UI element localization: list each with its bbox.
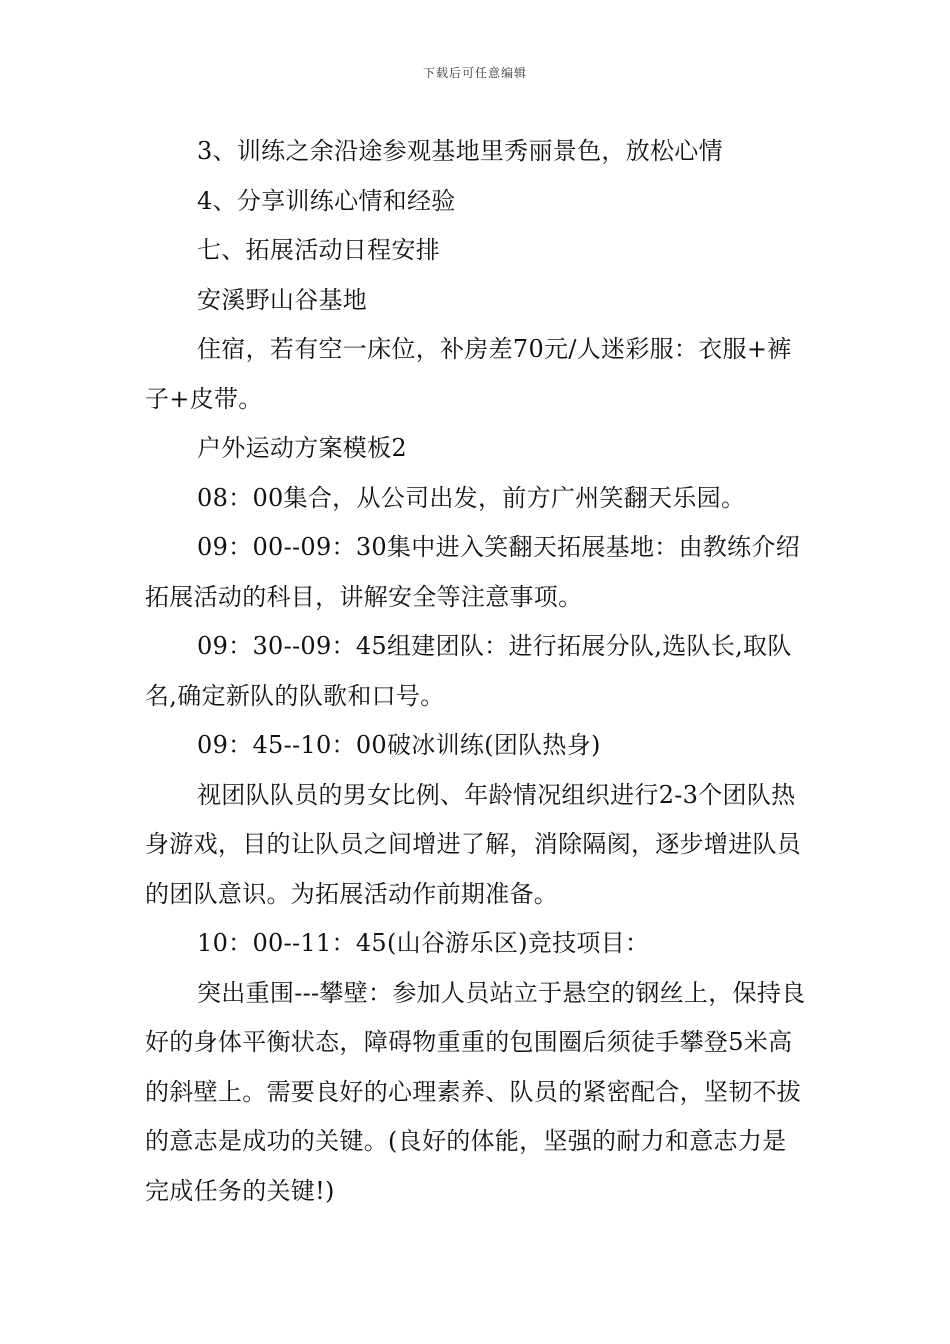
paragraph: 视团队队员的男女比例、年龄情况组织进行2-3个团队热身游戏，目的让队员之间增进了解，消除隔阂，逐步增进队员的团队意识。为拓展活动作前期准备。 xyxy=(145,780,802,908)
schedule-item: 09：30--09：45组建团队：进行拓展分队,选队长,取队名,确定新队的队歌和口号。 xyxy=(145,632,792,710)
paragraph: 3、训练之余沿途参观基地里秀丽景色，放松心情 xyxy=(197,137,723,165)
page-header: 下载后可任意编辑 xyxy=(422,66,527,80)
schedule-item: 08：00集合，从公司出发，前方广州笑翻天乐园。 xyxy=(197,483,746,512)
schedule-item: 09：45--10：00破冰训练(团队热身) xyxy=(197,731,601,759)
section-heading: 七、拓展活动日程安排 xyxy=(197,236,440,264)
section-heading: 户外运动方案模板2 xyxy=(197,434,407,462)
paragraph: 突出重围---攀壁：参加人员站立于悬空的钢丝上，保持良好的身体平衡状态，障碍物重重的包围圈后须徒手攀登5米高的斜壁上。需要良好的心理素养、队员的紧密配合，坚韧不拔的意志是成功的关键。(良好的体能，坚强的耐力和意志力是完成任务的关键!) xyxy=(145,978,806,1205)
paragraph: 住宿，若有空一床位，补房差70元/人迷彩服：衣服+裤子+皮带。 xyxy=(145,335,792,413)
paragraph: 安溪野山谷基地 xyxy=(197,285,368,314)
paragraph: 4、分享训练心情和经验 xyxy=(197,186,456,215)
schedule-item: 10：00--11：45(山谷游乐区)竞技项目： xyxy=(197,929,650,957)
document-body xyxy=(145,127,810,1216)
schedule-item: 09：00--09：30集中进入笑翻天拓展基地：由教练介绍拓展活动的科目，讲解安全等注意事项。 xyxy=(145,533,801,611)
